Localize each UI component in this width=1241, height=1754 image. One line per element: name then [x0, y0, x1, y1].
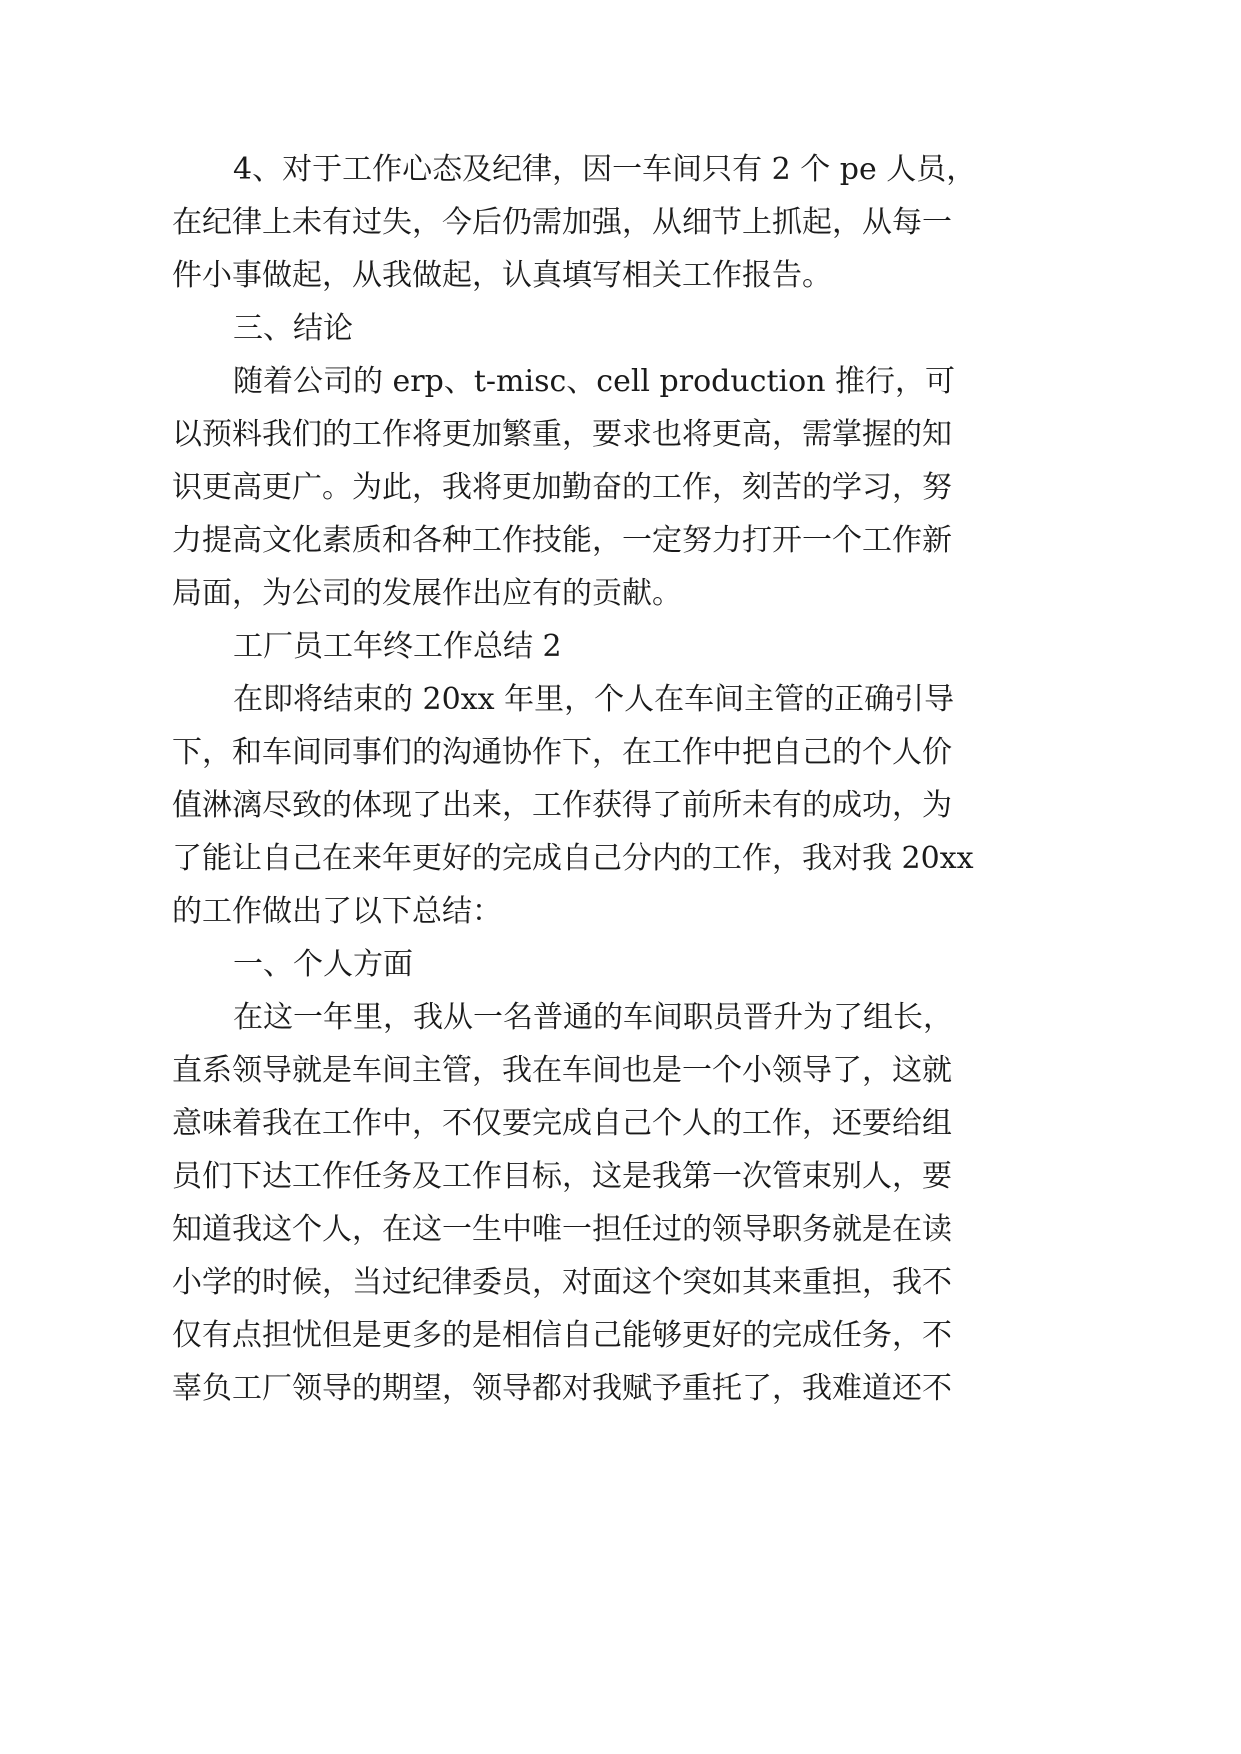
text-line: 辜负工厂领导的期望，领导都对我赋予重托了，我难道还不: [172, 1371, 952, 1406]
text-line: 4、对于工作心态及纪律，因一车间只有 2 个 pe 人员，: [233, 152, 977, 187]
text-line: 的工作做出了以下总结：: [172, 894, 502, 929]
text-line: 随着公司的 erp、t-misc、cell production 推行，可: [233, 364, 956, 399]
text-line: 知道我这个人，在这一生中唯一担任过的领导职务就是在读: [172, 1212, 952, 1247]
text-line: 意味着我在工作中，不仅要完成自己个人的工作，还要给组: [172, 1106, 952, 1141]
text-line: 力提高文化素质和各种工作技能，一定努力打开一个工作新: [172, 523, 952, 558]
text-line: 在即将结束的 20xx 年里，个人在车间主管的正确引导: [233, 682, 955, 717]
text-line: 在这一年里，我从一名普通的车间职员晋升为了组长，: [233, 1000, 953, 1035]
text-line: 局面，为公司的发展作出应有的贡献。: [172, 576, 682, 611]
section-heading: 三、结论: [233, 311, 353, 346]
article-title: 工厂员工年终工作总结 2: [233, 629, 562, 664]
text-line: 仅有点担忧但是更多的是相信自己能够更好的完成任务，不: [172, 1318, 952, 1353]
text-line: 了能让自己在来年更好的完成自己分内的工作，我对我 20xx: [172, 841, 974, 876]
text-line: 以预料我们的工作将更加繁重，要求也将更高，需掌握的知: [172, 417, 952, 452]
section-heading: 一、个人方面: [233, 947, 413, 982]
text-line: 直系领导就是车间主管，我在车间也是一个小领导了，这就: [172, 1053, 952, 1088]
text-line: 在纪律上未有过失，今后仍需加强，从细节上抓起，从每一: [172, 205, 952, 240]
text-line: 小学的时候，当过纪律委员，对面这个突如其来重担，我不: [172, 1265, 952, 1300]
text-line: 值淋漓尽致的体现了出来，工作获得了前所未有的成功，为: [172, 788, 952, 823]
text-line: 件小事做起，从我做起，认真填写相关工作报告。: [172, 258, 832, 293]
text-line: 下，和车间同事们的沟通协作下，在工作中把自己的个人价: [172, 735, 952, 770]
text-line: 识更高更广。为此，我将更加勤奋的工作，刻苦的学习，努: [172, 470, 952, 505]
text-line: 员们下达工作任务及工作目标，这是我第一次管束别人，要: [172, 1159, 952, 1194]
